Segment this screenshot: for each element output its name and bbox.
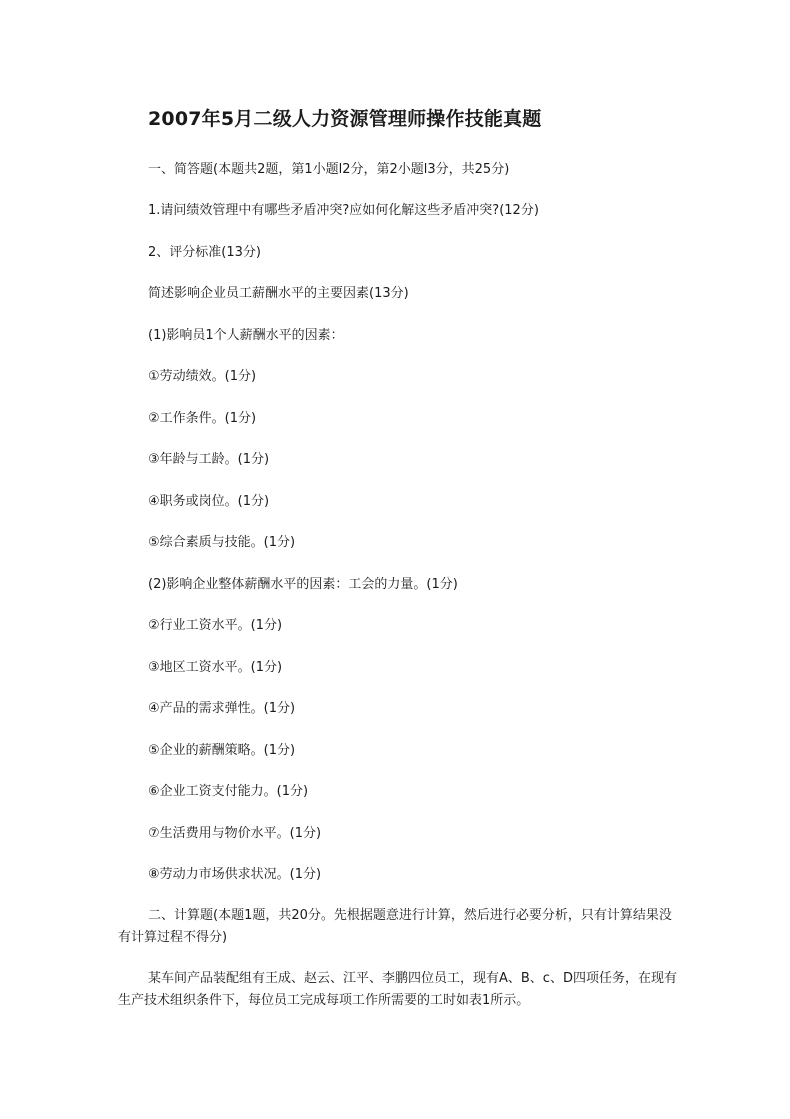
part1-item: ②工作条件。(1分): [148, 411, 257, 426]
question2-text: 简述影响企业员工薪酬水平的主要因素(13分): [148, 286, 409, 301]
part2-item: ④产品的需求弹性。(1分): [148, 701, 296, 716]
part2-item: ③地区工资水平。(1分): [148, 660, 283, 675]
part2-item: ⑧劳动力市场供求状况。(1分): [148, 867, 322, 882]
part1-item: ③年龄与工龄。(1分): [148, 452, 270, 467]
section1-heading: 一、简答题(本题共2题，第1小题l2分，第2小题l3分，共25分): [148, 162, 510, 177]
document-title: 2007年5月二级人力资源管理师操作技能真题: [148, 108, 542, 130]
part1-heading: (1)影响员1个人薪酬水平的因素：: [148, 328, 344, 343]
question1-text: 1.请问绩效管理中有哪些矛盾冲突?应如何化解这些矛盾冲突?(12分): [148, 203, 539, 218]
part2-item: ②行业工资水平。(1分): [148, 618, 283, 633]
part1-item: ①劳动绩效。(1分): [148, 369, 257, 384]
part2-item: ⑥企业工资支付能力。(1分): [148, 784, 309, 799]
scoring-label: 2、评分标准(13分): [148, 245, 261, 260]
part1-item: ⑤综合素质与技能。(1分): [148, 535, 296, 550]
part2-heading: (2)影响企业整体薪酬水平的因素：工会的力量。(1分): [148, 577, 458, 592]
section2-heading: 二、计算题(本题1题，共20分。先根据题意进行计算，然后进行必要分析，只有计算结果没有计算过程不得分): [118, 908, 672, 945]
section2-paragraph: 某车间产品装配组有王成、赵云、江平、李鹏四位员工，现有A、B、c、D四项任务，在现有生产技术组织条件下，每位员工完成每项工作所需要的工时如表1所示。: [118, 971, 677, 1008]
part1-item: ④职务或岗位。(1分): [148, 494, 270, 509]
part2-item: ⑦生活费用与物价水平。(1分): [148, 826, 322, 841]
part2-item: ⑤企业的薪酬策略。(1分): [148, 743, 296, 758]
